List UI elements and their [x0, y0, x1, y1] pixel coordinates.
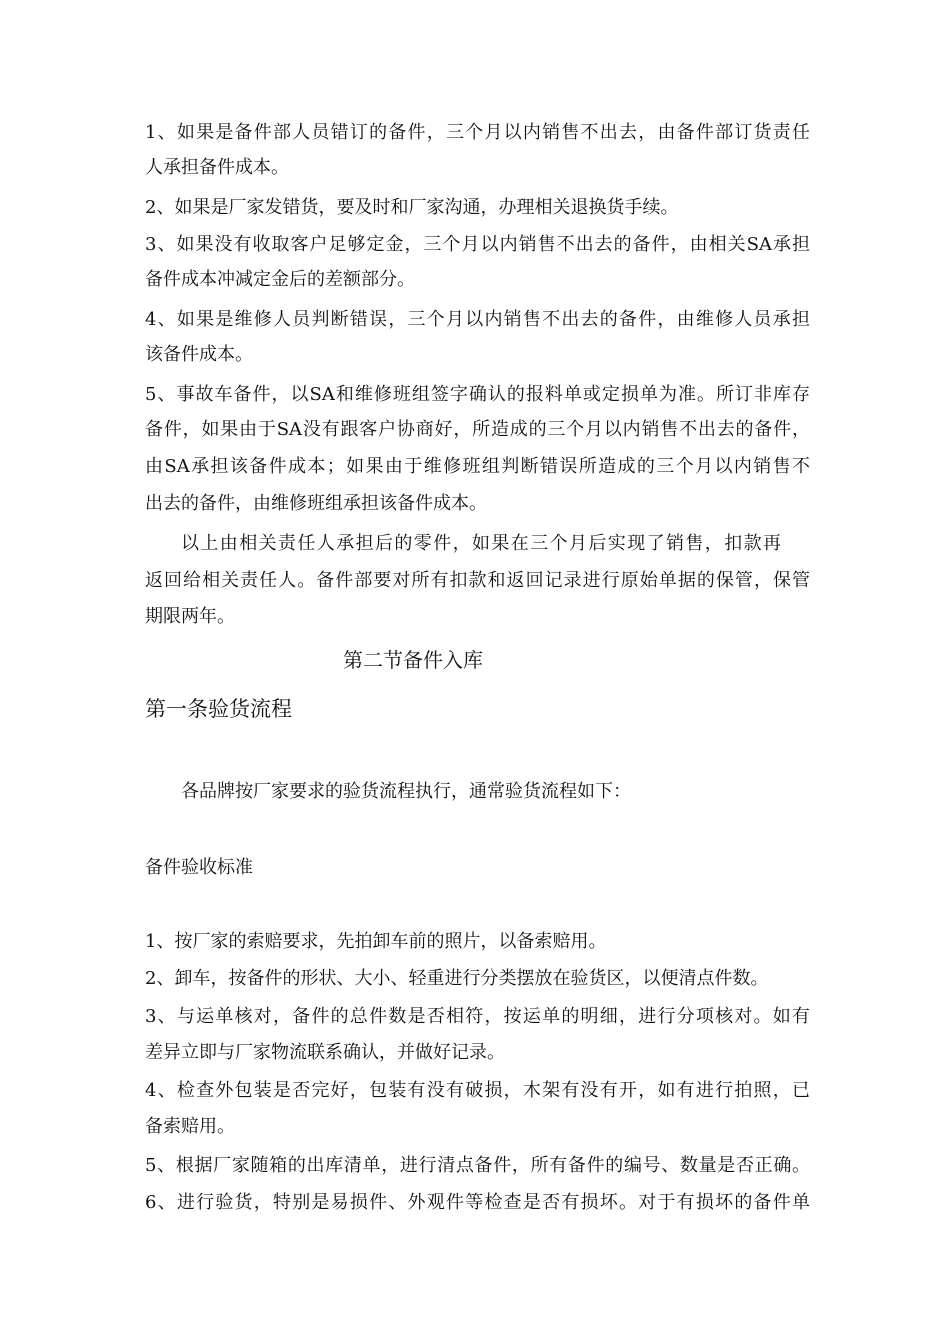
standard-item-4-line-2: 备索赔用。	[145, 1116, 235, 1137]
standard-item-5-line-1: 5、根据厂家随箱的出库清单，进行清点备件，所有备件的编号、数量是否正确。	[145, 1155, 810, 1176]
responsibility-item-4-line-1: 4、如果是维修人员判断错误，三个月以内销售不出去的备件，由维修人员承担	[145, 309, 810, 330]
standard-item-6-line-1: 6、进行验货，特别是易损件、外观件等检查是否有损坏。对于有损坏的备件单	[145, 1192, 810, 1213]
standard-title: 备件验收标准	[145, 857, 253, 878]
section-title: 第二节备件入库	[343, 648, 483, 672]
closing-paragraph-line-1: 以上由相关责任人承担后的零件，如果在三个月后实现了销售，扣款再	[181, 533, 781, 554]
intro-paragraph: 各品牌按厂家要求的验货流程执行，通常验货流程如下：	[181, 781, 631, 802]
standard-item-3-line-1: 3、与运单核对，备件的总件数是否相符，按运单的明细，进行分项核对。如有	[145, 1006, 810, 1027]
responsibility-item-5-line-4: 出去的备件，由维修班组承担该备件成本。	[145, 493, 487, 514]
standard-item-1-line-1: 1、按厂家的索赔要求，先拍卸车前的照片，以备索赔用。	[145, 931, 607, 952]
responsibility-item-5-line-3: 由SA承担该备件成本；如果由于维修班组判断错误所造成的三个月以内销售不	[145, 456, 810, 477]
responsibility-item-3-line-1: 3、如果没有收取客户足够定金，三个月以内销售不出去的备件，由相关SA承担	[145, 234, 810, 255]
responsibility-item-4-line-2: 该备件成本。	[145, 344, 253, 365]
responsibility-item-1-line-1: 1、如果是备件部人员错订的备件，三个月以内销售不出去，由备件部订货责任	[145, 122, 810, 143]
responsibility-item-5-line-2: 备件，如果由于SA没有跟客户协商好，所造成的三个月以内销售不出去的备件，	[145, 419, 810, 440]
responsibility-item-5-line-1: 5、事故车备件，以SA和维修班组签字确认的报料单或定损单为准。所订非库存	[145, 384, 810, 405]
standard-item-3-line-2: 差异立即与厂家物流联系确认，并做好记录。	[145, 1042, 505, 1063]
closing-paragraph-line-3: 期限两年。	[145, 606, 235, 627]
responsibility-item-2-line-1: 2、如果是厂家发错货，要及时和厂家沟通，办理相关退换货手续。	[145, 197, 679, 218]
responsibility-item-3-line-2: 备件成本冲减定金后的差额部分。	[145, 269, 415, 290]
standard-item-4-line-1: 4、检查外包装是否完好，包装有没有破损，木架有没有开，如有进行拍照，已	[145, 1080, 810, 1101]
standard-item-2-line-1: 2、卸车，按备件的形状、大小、轻重进行分类摆放在验货区，以便清点件数。	[145, 968, 769, 989]
responsibility-item-1-line-2: 人承担备件成本。	[145, 157, 289, 178]
article-title: 第一条验货流程	[145, 697, 292, 721]
closing-paragraph-line-2: 返回给相关责任人。备件部要对所有扣款和返回记录进行原始单据的保管，保管	[145, 570, 810, 591]
